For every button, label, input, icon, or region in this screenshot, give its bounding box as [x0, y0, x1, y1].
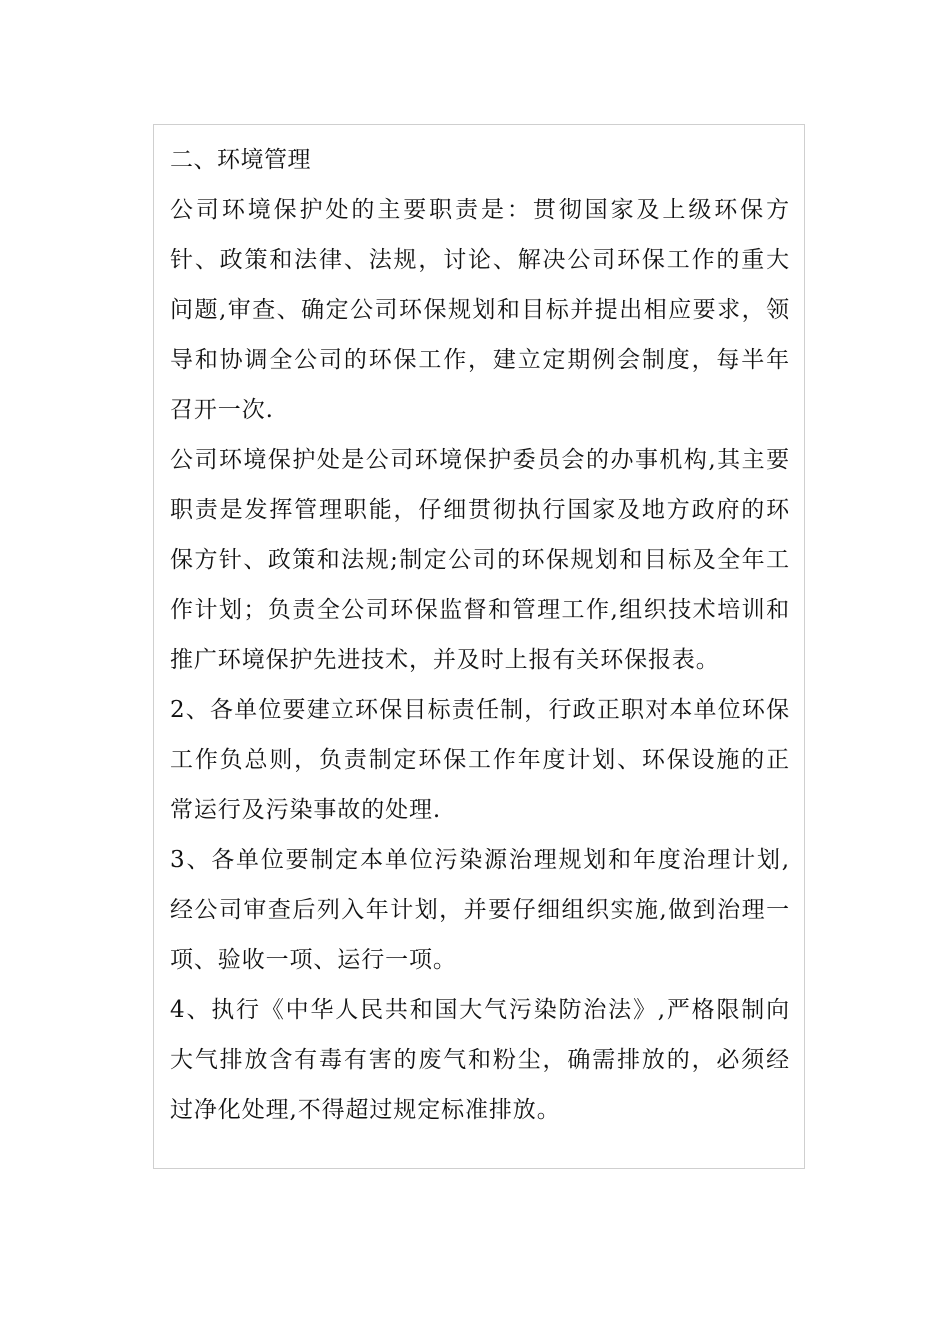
paragraph-office-duties: 公司环境保护处是公司环境保护委员会的办事机构,其主要职责是发挥管理职能，仔细贯彻执行国家及地方政府的环保方针、政策和法规;制定公司的环保规划和目标及全年工作计划；负责全公司环保监督和管理工作,组织技术培训和推广环境保护先进技术，并及时上报有关环保报表。: [170, 447, 790, 673]
paragraph-responsibilities: 公司环境保护处的主要职责是：贯彻国家及上级环保方针、政策和法律、法规，讨论、解决公司环保工作的重大问题,审查、确定公司环保规划和目标并提出相应要求，领导和协调全公司的环保工作，建立定期例会制度，每半年召开一次.: [170, 197, 790, 423]
paragraph-item-2: 2、各单位要建立环保目标责任制，行政正职对本单位环保工作负总则，负责制定环保工作年度计划、环保设施的正常运行及污染事故的处理.: [170, 697, 790, 823]
document-page: [153, 124, 805, 1169]
paragraph-item-4: 4、执行《中华人民共和国大气污染防治法》,严格限制向大气排放含有毒有害的废气和粉尘，确需排放的，必须经过净化处理,不得超过规定标准排放。: [170, 997, 790, 1123]
paragraph-item-3: 3、各单位要制定本单位污染源治理规划和年度治理计划,经公司审查后列入年计划，并要仔细组织实施,做到治理一项、验收一项、运行一项。: [170, 847, 790, 973]
section-title: 二、环境管理: [170, 147, 311, 173]
